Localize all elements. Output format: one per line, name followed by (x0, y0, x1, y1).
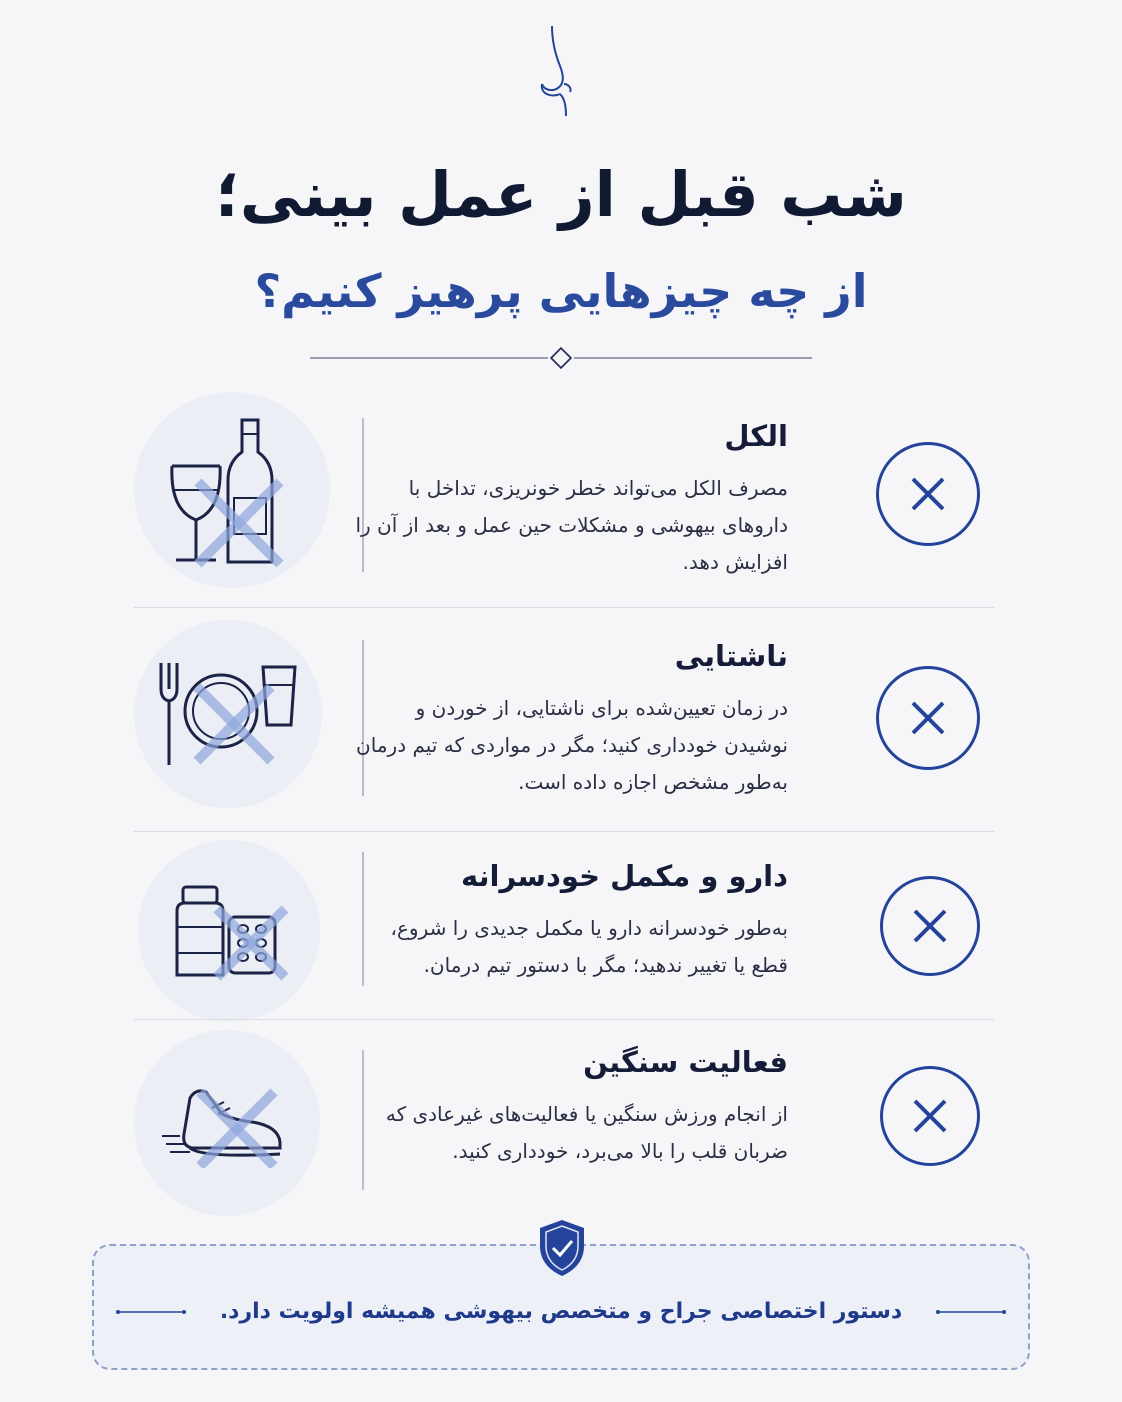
medicine-bottle-icon (169, 881, 289, 981)
page-subtitle: از چه چیزهایی پرهیز کنیم؟ (254, 264, 868, 318)
item-description: به‌طور خودسرانه دارو یا مکمل جدیدی را شروع، قطع یا تغییر ندهید؛ مگر با دستور تیم درمان. (390, 916, 788, 977)
icon-circle (134, 392, 330, 588)
footer-note-text: دستور اختصاصی جراح و متخصص بیهوشی همیشه اولویت دارد. (219, 1299, 903, 1324)
row-separator (134, 1019, 994, 1020)
row-separator (134, 607, 994, 608)
row-separator (134, 831, 994, 832)
page-title: شب قبل از عمل بینی؛ (215, 158, 907, 231)
prohibited-x-icon (880, 876, 980, 976)
item-description: از انجام ورزش سنگین یا فعالیت‌های غیرعادی که ضربان قلب را بالا می‌برد، خودداری کنید. (385, 1102, 788, 1163)
item-row-alcohol (130, 390, 996, 590)
plate-fork-glass-icon (153, 659, 303, 769)
item-title: الکل (724, 419, 788, 453)
item-title: فعالیت سنگین (583, 1045, 788, 1079)
prohibited-x-icon (880, 1066, 980, 1166)
item-row-fasting (130, 620, 996, 820)
item-description: مصرف الکل می‌تواند خطر خونریزی، تداخل با داروهای بیهوشی و مشکلات حین عمل و بعد از آن را افزایش دهد. (355, 476, 788, 574)
nose-logo-icon (530, 22, 580, 122)
item-row-heavy-activity (130, 1030, 996, 1210)
shield-check-icon (536, 1218, 588, 1278)
icon-circle (134, 620, 322, 808)
wine-bottle-icon (162, 410, 302, 570)
prohibited-x-icon (876, 442, 980, 546)
icon-circle (134, 1030, 320, 1216)
footer-line-right (936, 1310, 1006, 1314)
item-row-medication (130, 846, 996, 1010)
divider-ornament (310, 346, 812, 370)
prohibited-x-icon (876, 666, 980, 770)
item-title: ناشتایی (674, 639, 788, 673)
icon-circle (138, 840, 320, 1022)
item-description: در زمان تعیین‌شده برای ناشتایی، از خوردن و نوشیدن خودداری کنید؛ مگر در مواردی که تیم درمان به‌طور مشخص اجازه داده است. (356, 696, 788, 794)
item-title: دارو و مکمل خودسرانه (461, 859, 788, 893)
running-shoe-icon (162, 1078, 292, 1168)
